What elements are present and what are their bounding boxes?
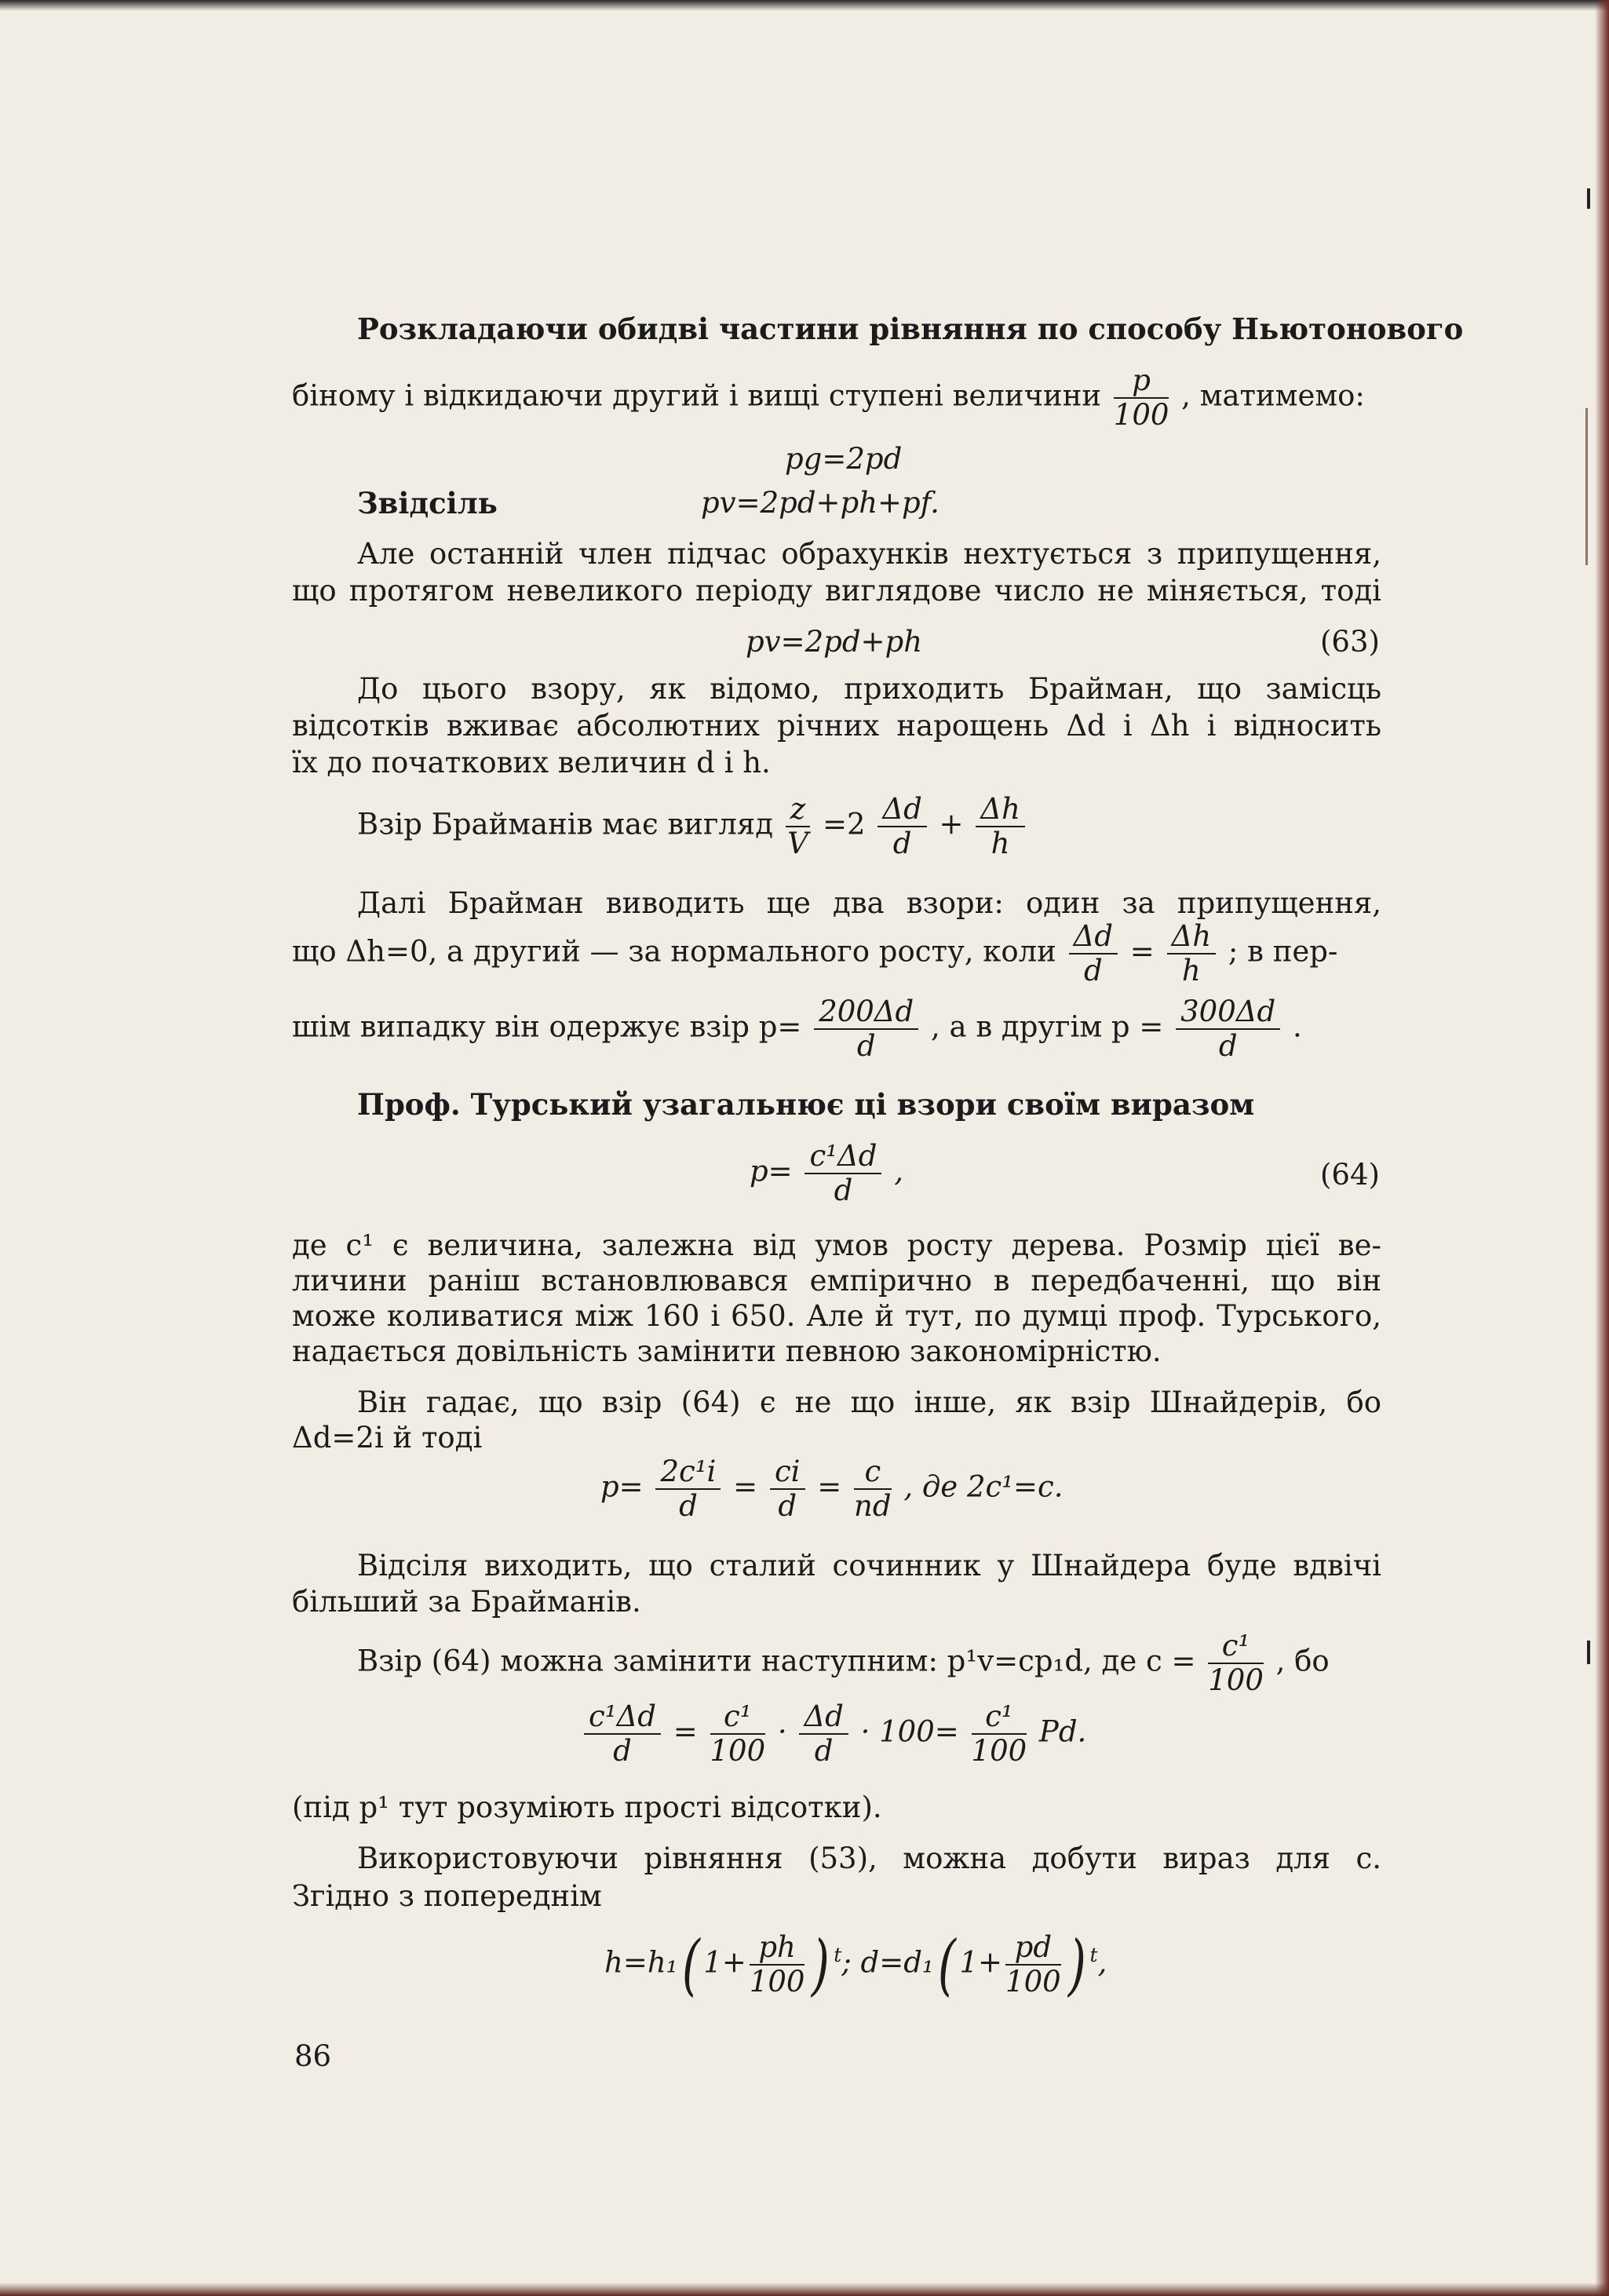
text-line: Δd=2i й тоді xyxy=(292,1421,483,1455)
text-line: Згідно з попереднім xyxy=(292,1879,602,1913)
text-line: Використовуючи рівняння (53), можна добути вираз для c. xyxy=(357,1842,1381,1875)
text-span: p= xyxy=(600,1469,644,1504)
exponent: t xyxy=(1089,1944,1098,1967)
fraction xyxy=(750,1931,805,1999)
fraction xyxy=(1005,1931,1061,1999)
equation xyxy=(750,1140,903,1207)
fraction-denominator: h xyxy=(991,827,1010,860)
fraction xyxy=(1176,995,1280,1063)
fraction xyxy=(655,1455,721,1523)
text-span: біному і відкидаючи другий і вищі ступені величини xyxy=(292,378,1102,413)
text-line xyxy=(292,364,1381,432)
text-line: може коливатися між 160 і 650. Але й тут, по думці проф. Турського, xyxy=(292,1299,1381,1333)
fraction-denominator: d xyxy=(834,1174,853,1207)
fraction-numerator: c¹Δd xyxy=(804,1140,881,1174)
fraction-denominator: d xyxy=(778,1489,797,1523)
text-line: (під p¹ тут розуміють прості відсотки). xyxy=(292,1790,882,1824)
fraction xyxy=(1114,364,1169,432)
fraction-numerator: Δd xyxy=(799,1700,848,1735)
text-span: , бо xyxy=(1275,1644,1330,1678)
fraction-numerator: pd xyxy=(1005,1931,1061,1966)
text-span: ; в пер- xyxy=(1228,934,1338,969)
right-paren: ) xyxy=(1067,1926,1086,2003)
left-paren: ( xyxy=(937,1926,956,2003)
fraction-denominator: d xyxy=(613,1734,632,1768)
fraction-numerator: c¹ xyxy=(1208,1630,1264,1664)
equation-number: (63) xyxy=(1320,625,1380,659)
fraction xyxy=(1069,920,1118,987)
text-span: , xyxy=(894,1154,903,1188)
fraction xyxy=(877,793,926,860)
fraction xyxy=(1208,1630,1264,1697)
fraction-denominator: V xyxy=(787,827,808,860)
text-span: h=h₁ xyxy=(604,1945,678,1980)
fraction-denominator: d xyxy=(1218,1029,1238,1063)
right-paren: ) xyxy=(812,1926,830,2003)
fraction xyxy=(786,793,811,860)
fraction-numerator: z xyxy=(786,793,811,827)
text-span: , xyxy=(1097,1945,1107,1980)
text-line xyxy=(357,793,1028,860)
fraction-denominator: d xyxy=(814,1734,834,1768)
text-line: Відсіля виходить, що сталий сочинник у Шнайдера буде вдвічі xyxy=(357,1549,1381,1582)
text-span: = xyxy=(817,1469,842,1504)
fraction-denominator: d xyxy=(892,827,912,860)
text-line: Він гадає, що взір (64) є не що інше, як взір Шнайдерів, бо xyxy=(357,1385,1381,1419)
page-number: 86 xyxy=(294,2039,332,2073)
fraction-numerator: c¹ xyxy=(710,1700,766,1735)
text-line: Але останній член підчас обрахунків нехтується з припущення, xyxy=(357,537,1381,571)
equation-number: (64) xyxy=(1320,1158,1380,1192)
text-line: Далі Брайман виводить ще два взори: один за припущення, xyxy=(357,886,1381,920)
text-span: шім випадку він одержує взір p= xyxy=(292,1009,802,1044)
text-span: · xyxy=(777,1714,787,1749)
fraction xyxy=(972,1700,1027,1768)
text-line: До цього взору, як відомо, приходить Брайман, що замісць xyxy=(357,672,1381,706)
text-line xyxy=(292,995,1381,1063)
text-span: = xyxy=(1129,934,1155,969)
exponent: t xyxy=(834,1944,842,1967)
text-line: де c¹ є величина, залежна від умов росту дерева. Розмір цієї ве- xyxy=(292,1228,1381,1262)
fraction-numerator: Δd xyxy=(1069,920,1118,955)
text-span: що Δh=0, а другий — за нормального росту, коли xyxy=(292,934,1056,969)
fraction-denominator: 100 xyxy=(749,1965,805,1999)
fraction-denominator: d xyxy=(856,1029,876,1063)
text-line: більший за Брайманів. xyxy=(292,1585,641,1619)
text-span: , матимемо: xyxy=(1181,378,1365,413)
fraction xyxy=(584,1700,661,1768)
text-line: Проф. Турський узагальнює ці взори своїм виразом xyxy=(357,1087,1255,1122)
fraction xyxy=(814,995,918,1063)
text-span: =2 xyxy=(823,807,866,841)
fraction-numerator: ph xyxy=(750,1931,805,1966)
fraction-denominator: 100 xyxy=(1005,1965,1061,1999)
equation: pv=2pd+ph+pf. xyxy=(701,486,939,520)
fraction xyxy=(1167,920,1217,987)
text-span: = xyxy=(733,1469,758,1504)
fraction-denominator: d xyxy=(1083,954,1103,987)
fraction-numerator: p xyxy=(1114,364,1169,399)
text-span: + xyxy=(939,807,964,841)
text-line: Розкладаючи обидві частини рівняння по способу Ньютонового xyxy=(357,312,1464,346)
fraction-numerator: Δd xyxy=(877,793,926,827)
text-span: 1+ xyxy=(703,1945,746,1980)
fraction-numerator: Δh xyxy=(976,793,1025,827)
fraction-numerator: c xyxy=(854,1455,892,1490)
text-span: · 100= xyxy=(860,1714,959,1749)
equation xyxy=(600,1455,1064,1523)
fraction-numerator: c¹Δd xyxy=(584,1700,661,1735)
equation xyxy=(604,1926,1107,2003)
equation xyxy=(581,1700,1086,1768)
fraction-numerator: Δh xyxy=(1167,920,1217,955)
fraction xyxy=(710,1700,766,1768)
fraction-denominator: 100 xyxy=(971,1734,1027,1768)
text-span: , де 2c¹=c. xyxy=(903,1469,1064,1504)
left-paren: ( xyxy=(681,1926,700,2003)
text-span: = xyxy=(673,1714,698,1749)
fraction-denominator: 100 xyxy=(1208,1663,1264,1697)
text-span: Взір Брайманів має вигляд xyxy=(357,807,773,841)
text-span: Pd. xyxy=(1038,1714,1087,1749)
fraction xyxy=(804,1140,881,1207)
text-span: p= xyxy=(750,1154,793,1188)
fraction-numerator: c¹ xyxy=(972,1700,1027,1735)
text-span: . xyxy=(1292,1009,1302,1044)
fraction xyxy=(799,1700,848,1768)
fraction-denominator: d xyxy=(679,1489,698,1523)
fraction xyxy=(770,1455,805,1523)
fraction-denominator: 100 xyxy=(710,1734,766,1768)
text-line: Звідсіль xyxy=(357,486,498,520)
text-span: Взір (64) можна замінити наступним: p¹v=cp₁d, де c = xyxy=(357,1644,1196,1678)
text-line: що протягом невеликого періоду виглядове число не міняється, тоді xyxy=(292,574,1381,608)
text-span: 1+ xyxy=(959,1945,1003,1980)
text-span: , а в другім p = xyxy=(930,1009,1164,1044)
fraction-numerator: ci xyxy=(770,1455,805,1490)
fraction xyxy=(976,793,1025,860)
text-span: ; d=d₁ xyxy=(841,1945,934,1980)
equation: pv=2pd+ph xyxy=(746,625,923,659)
fraction-numerator: 2c¹i xyxy=(655,1455,721,1490)
fraction xyxy=(854,1455,892,1523)
text-line: надається довільність замінити певною закономірністю. xyxy=(292,1334,1162,1368)
text-line xyxy=(357,1630,1381,1697)
fraction-denominator: nd xyxy=(854,1489,892,1523)
fraction-denominator: 100 xyxy=(1113,398,1169,432)
fraction-denominator: h xyxy=(1181,954,1201,987)
equation: pg=2pd xyxy=(785,442,903,476)
fraction-numerator: 200Δd xyxy=(814,995,918,1030)
text-line: личини раніш встановлювався емпірично в передбаченні, що він xyxy=(292,1264,1381,1298)
text-line: відсотків вживає абсолютних річних нарощень Δd і Δh і відносить xyxy=(292,709,1381,743)
text-line: їх до початкових величин d і h. xyxy=(292,746,771,779)
fraction-numerator: 300Δd xyxy=(1176,995,1280,1030)
text-line xyxy=(292,920,1381,987)
